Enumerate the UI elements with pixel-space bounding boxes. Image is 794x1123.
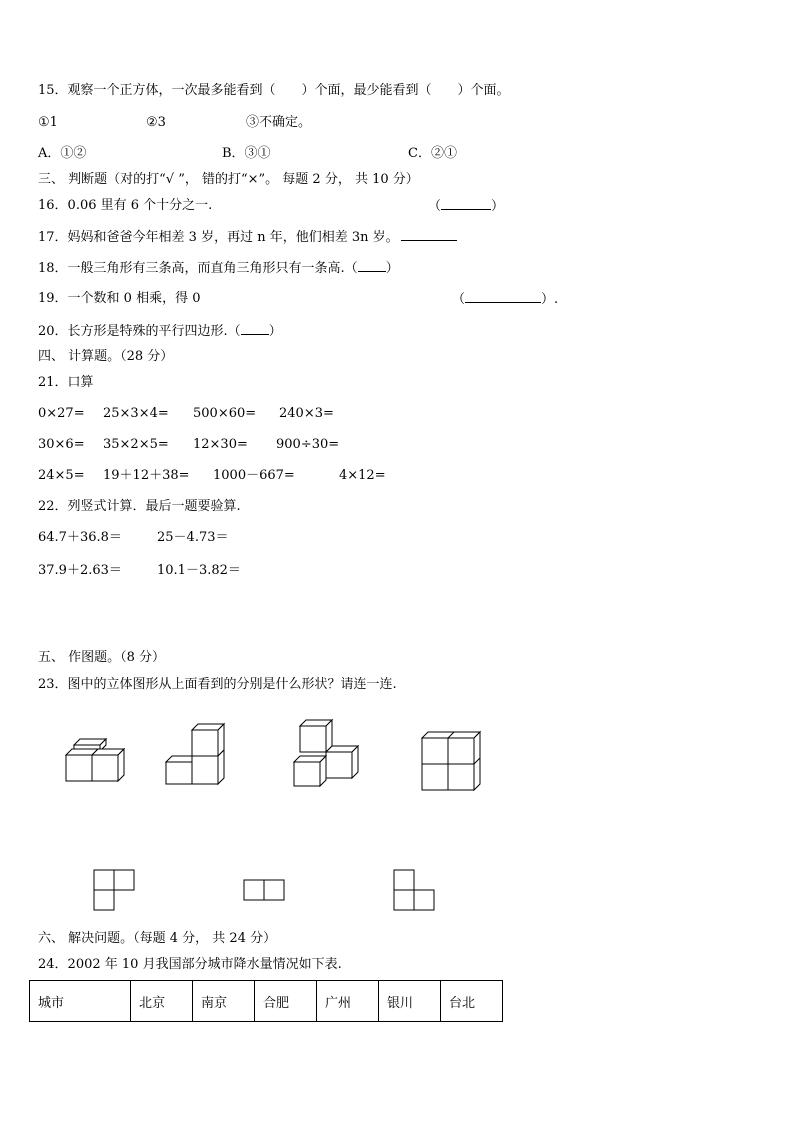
q19-text: 19．一个数和 0 相乘，得 0 [38, 291, 201, 306]
q21-item: 35×2×5= [103, 437, 169, 452]
q19-blank-line [465, 290, 541, 303]
q15-choice-a: A．①② [38, 146, 87, 161]
q24-text: 24．2002 年 10 月我国部分城市降水量情况如下表. [38, 957, 342, 972]
q17-text: 17．妈妈和爸爸今年相差 3 岁，再过 n 年，他们相差 3n 岁。 [38, 230, 399, 245]
q21-item: 24×5= [38, 468, 85, 483]
table-header-cell: 广州 [317, 981, 379, 1022]
q16-paren-open: （ [428, 199, 442, 214]
q16-text: 16．0.06 里有 6 个十分之一. [38, 198, 213, 213]
q19-paren-close: ）. [541, 292, 559, 307]
q16-answer-blank[interactable] [428, 197, 504, 216]
section-5-heading: 五、 作图题。（8 分） [38, 650, 166, 665]
q16-paren-close: ） [491, 199, 505, 214]
table-header-cell: 南京 [193, 981, 255, 1022]
section-4-heading: 四、 计算题。（28 分） [38, 349, 174, 364]
q20-answer-blank[interactable] [241, 322, 269, 335]
q20-row [38, 322, 282, 341]
q17-answer-blank[interactable] [401, 228, 457, 241]
q22-item: 10.1－3.82＝ [157, 563, 241, 578]
q21-title: 21．口算 [38, 375, 94, 390]
table-header-cell: 台北 [441, 981, 503, 1022]
q20-text: 20．长方形是特殊的平行四边形.（ [38, 324, 241, 339]
q21-item: 900÷30= [276, 437, 340, 452]
q17-row [38, 228, 457, 247]
q20-paren-close: ） [268, 324, 282, 339]
section-3-heading: 三、 判断题（对的打“√ ”， 错的打“×”。 每题 2 分， 共 10 分） [38, 172, 419, 187]
top-view-2 [243, 879, 287, 903]
q18-answer-blank[interactable] [358, 259, 386, 272]
q15-choice-c: C．②① [408, 146, 457, 161]
q15-option-1: ①1 [38, 115, 58, 130]
q23-text: 23．图中的立体图形从上面看到的分别是什么形状？请连一连. [38, 677, 397, 692]
solid-figure-4 [418, 728, 488, 794]
q22-item: 64.7＋36.8＝ [38, 530, 122, 545]
table-header-cell: 银川 [379, 981, 441, 1022]
q21-item: 0×27= [38, 406, 85, 421]
table-header-cell: 北京 [131, 981, 193, 1022]
q21-item: 4×12= [339, 468, 386, 483]
q21-item: 500×60= [193, 406, 257, 421]
solid-figure-2 [162, 722, 232, 788]
q21-item: 25×3×4= [103, 406, 169, 421]
q21-item: 19＋12＋38= [103, 468, 190, 483]
q22-item: 37.9＋2.63＝ [38, 563, 122, 578]
q21-item: 30×6= [38, 437, 85, 452]
q22-title: 22．列竖式计算．最后一题要验算. [38, 499, 241, 514]
top-view-1 [93, 869, 137, 913]
section-6-heading: 六、 解决问题。（每题 4 分， 共 24 分） [38, 931, 277, 946]
table-header-cell: 城市 [30, 981, 131, 1022]
q19-paren-open: （ [452, 292, 466, 307]
table-header-cell: 合肥 [255, 981, 317, 1022]
top-view-3 [393, 869, 437, 913]
q21-item: 240×3= [279, 406, 334, 421]
q22-item: 25－4.73＝ [157, 530, 229, 545]
solid-figure-3 [290, 716, 362, 790]
q18-paren-close: ） [385, 261, 399, 276]
q16-blank-line [441, 197, 491, 210]
table-row [30, 981, 503, 1022]
solid-figure-1 [60, 735, 130, 785]
q15-text: 15．观察一个正方体，一次最多能看到（ ）个面，最少能看到（ ）个面。 [38, 83, 510, 98]
q21-item: 1000－667= [213, 468, 295, 483]
q15-option-2: ②3 [146, 115, 166, 130]
q18-row [38, 259, 399, 278]
q19-answer-blank[interactable] [452, 290, 558, 309]
q21-item: 12×30= [193, 437, 248, 452]
q18-text: 18．一般三角形有三条高，而直角三角形只有一条高.（ [38, 261, 358, 276]
q15-choice-b: B．③① [222, 146, 271, 161]
rainfall-table [29, 980, 503, 1022]
q15-option-3: ③不确定。 [246, 115, 312, 130]
